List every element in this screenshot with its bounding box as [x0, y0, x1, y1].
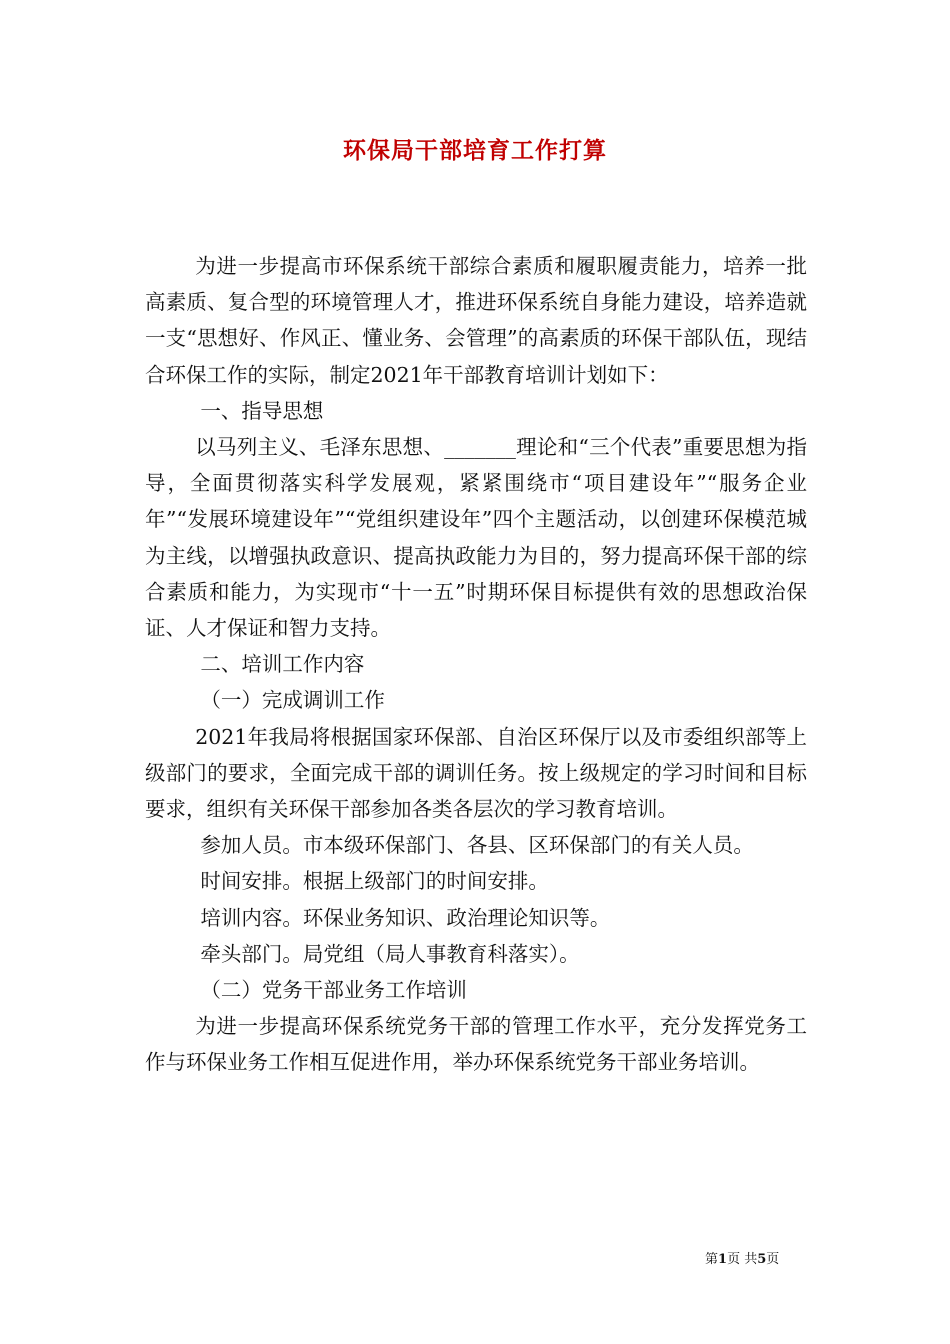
footer-suffix: 页	[766, 1252, 780, 1267]
document-title: 环保局干部培育工作打算	[343, 137, 607, 164]
document-body	[145, 248, 807, 1081]
participants-line: 参加人员。市本级环保部门、各县、区环保部门的有关人员。	[200, 833, 754, 858]
lead-department-line: 牵头部门。局党组（局人事教育科落实）。	[200, 941, 580, 966]
party-training-paragraph: 为进一步提高环保系统党务干部的管理工作水平，充分发挥党务工作与环保业务工作相互促进作用，举办环保系统党务干部业务培训。	[145, 1014, 807, 1075]
schedule-line: 时间安排。根据上级部门的时间安排。	[200, 869, 549, 894]
subsection-heading-2: （二）党务干部业务工作培训	[200, 978, 467, 1003]
section-heading-training-content: 二、培训工作内容	[200, 652, 365, 677]
guiding-thought-paragraph: 以马列主义、毛泽东思想、_______理论和“三个代表”重要思想为指导，全面贯彻落实科学发展观，紧紧围绕市“项目建设年”“服务企业年”“发展环境建设年”“党组织建设年”四个主题活动，以创建环保模范城为主线，以增强执政意识、提高执政能力为目的，努力提高环保干部的综合素质和能力，为实现市“十一五”时期环保目标提供有效的思想政治保证、人才保证和智力支持。	[145, 435, 807, 641]
intro-paragraph: 为进一步提高市环保系统干部综合素质和履职履责能力，培养一批高素质、复合型的环境管理人才，推进环保系统自身能力建设，培养造就一支“思想好、作风正、懂业务、会管理”的高素质的环保干部队伍，现结合环保工作的实际，制定2021年干部教育培训计划如下：	[145, 254, 807, 387]
page-footer	[705, 1248, 815, 1267]
footer-current-page: 1	[718, 1252, 728, 1267]
footer-total-pages: 5	[757, 1252, 767, 1267]
section-heading-guiding-thought: 一、指导思想	[200, 398, 324, 423]
content-line: 培训内容。环保业务知识、政治理论知识等。	[200, 905, 611, 930]
footer-middle: 页 共	[727, 1252, 758, 1267]
training-task-paragraph: 2021年我局将根据国家环保部、自治区环保厅以及市委组织部等上级部门的要求，全面完成干部的调训任务。按上级规定的学习时间和目标要求，组织有关环保干部参加各类各层次的学习教育培训。	[145, 724, 807, 822]
footer-prefix: 第	[705, 1252, 719, 1267]
subsection-heading-1: （一）完成调训工作	[200, 688, 385, 713]
